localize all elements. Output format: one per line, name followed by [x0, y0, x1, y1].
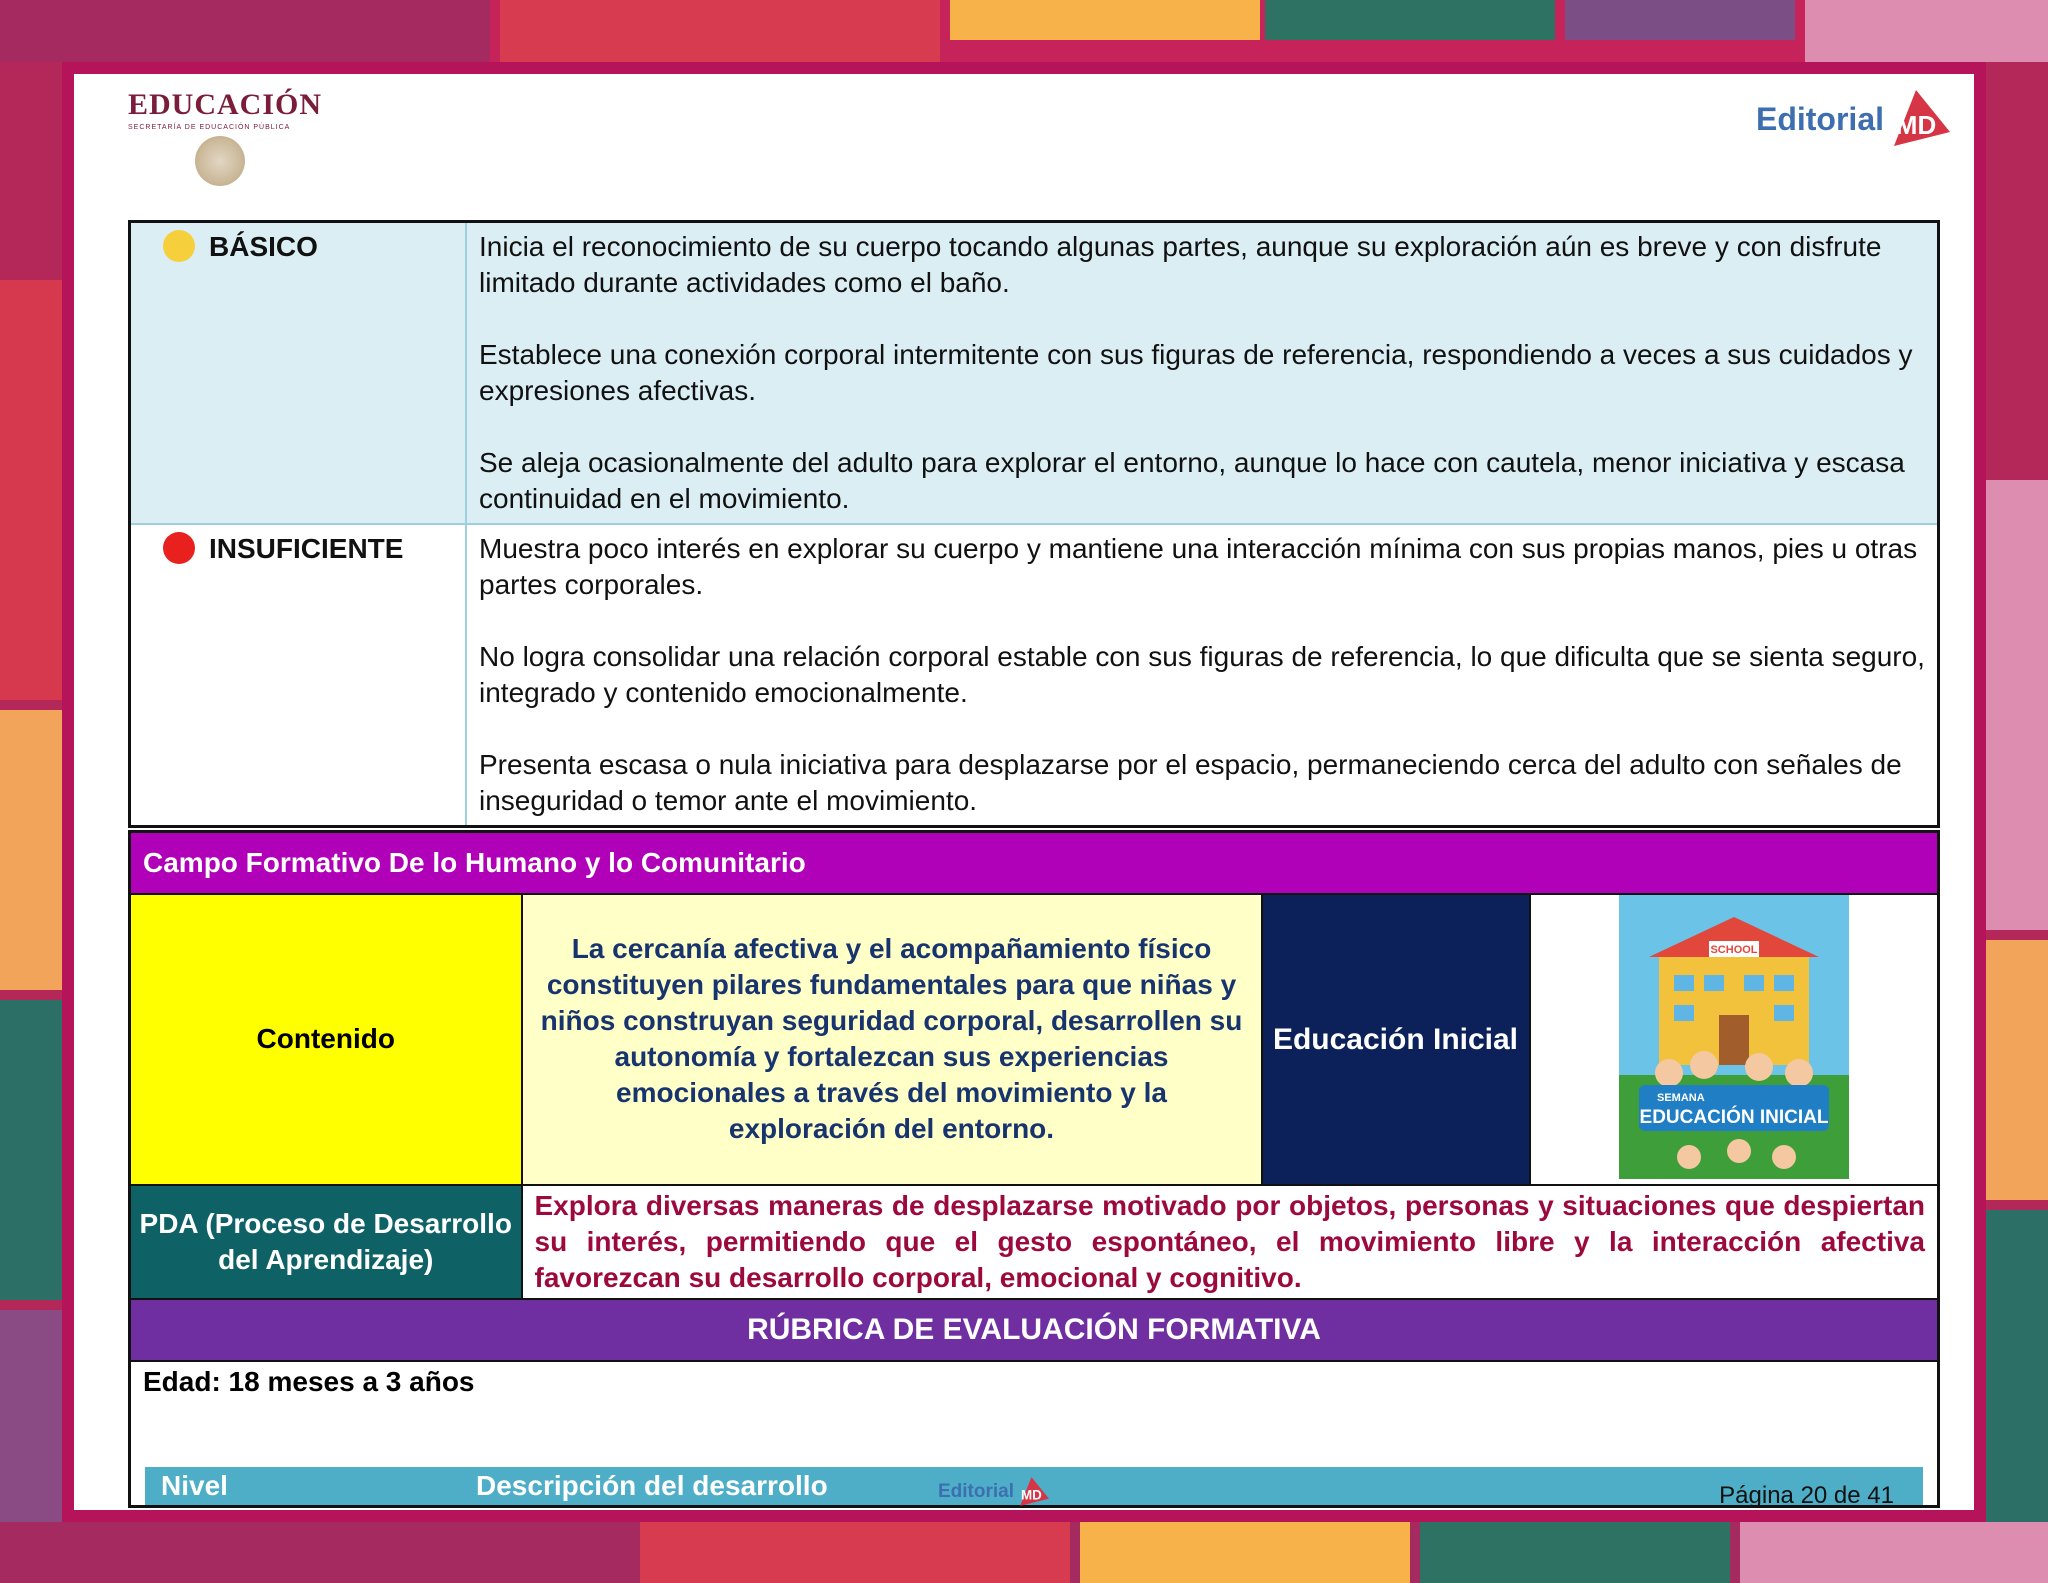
sep-logo — [128, 88, 322, 131]
red-dot-icon — [163, 532, 195, 564]
editorial-logo-word: Editorial — [1755, 100, 1884, 137]
poster-school-sign: SCHOOL — [1710, 943, 1758, 956]
educacion-inicial-label: Educación Inicial — [1262, 894, 1530, 1185]
contenido-label: Contenido — [130, 894, 522, 1185]
pda-text: Explora diversas maneras de desplazarse motivado por objetos, personas y situaciones que despiertan su interés, permitiendo que el gesto espontáneo, el movimiento libre y la interacción afectiva favorezcan su desarrollo corporal, emocional y cognitivo. — [522, 1185, 1939, 1299]
description-paragraph: Se aleja ocasionalmente del adulto para explorar el entorno, aunque lo hace con cautela, menor iniciativa y escasa continuidad en el movimiento. — [479, 447, 1905, 514]
footer-md-logo-text: MD — [1021, 1487, 1042, 1503]
description-paragraph: Presenta escasa o nula iniciativa para desplazarse por el espacio, permaneciendo cerca del adulto con señales de inseguridad o temor ante el movimiento. — [479, 749, 1902, 816]
edad-label: Edad: 18 meses a 3 años — [143, 1365, 475, 1397]
background-block — [0, 1310, 62, 1522]
footer-md-logo-icon — [1016, 1474, 1052, 1510]
background-block — [1420, 1522, 1730, 1583]
background-block — [1805, 0, 2048, 62]
level-cell — [130, 222, 467, 525]
contenido-text: La cercanía afectiva y el acompañamiento físico constituyen pilares fundamentales para que niñas y niños construyan seguridad corporal, desarrollen su autonomía y fortalezcan sus experiencias emocionales a través del movimiento y la exploración del entorno. — [522, 894, 1262, 1185]
background-block — [0, 280, 62, 700]
background-block — [1740, 1522, 2048, 1583]
level-cell — [130, 524, 467, 827]
page-number: Página 20 de 41 — [1719, 1482, 1894, 1509]
poster-ribbon-small: SEMANA — [1656, 1091, 1705, 1104]
poster-ribbon-big: EDUCACIÓN INICIAL — [1639, 1106, 1829, 1128]
column-header-descripcion: Descripción del desarrollo — [476, 1470, 828, 1501]
sep-logo-subtitle: SECRETARÍA DE EDUCACIÓN PÚBLICA — [128, 124, 291, 131]
background-block — [1986, 940, 2048, 1200]
md-logo-icon — [1886, 84, 1956, 154]
column-header-nivel: Nivel — [161, 1470, 228, 1501]
levels-table — [128, 220, 1940, 828]
description-paragraph: Establece una conexión corporal intermitente con sus figuras de referencia, respondiendo a veces a sus cuidados y expresiones afectivas. — [479, 339, 1913, 406]
background-block — [640, 1522, 1070, 1583]
level-row-basico — [130, 222, 1939, 525]
info-table — [128, 830, 1940, 1508]
footer-editorial-logo — [938, 1474, 1052, 1510]
mexico-seal-icon — [195, 136, 245, 186]
background-block — [0, 0, 490, 62]
level-row-insuficiente — [130, 524, 1939, 827]
description-paragraph: Inicia el reconocimiento de su cuerpo tocando algunas partes, aunque su exploración aún es breve y con disfrute limitado durante actividades como el baño. — [479, 231, 1882, 298]
background-block — [950, 0, 1260, 40]
background-block — [1986, 1210, 2048, 1522]
semana-educacion-inicial-poster — [1619, 895, 1849, 1179]
description-paragraph: Muestra poco interés en explorar su cuerpo y mantiene una interacción mínima con sus propias manos, pies u otras partes corporales. — [479, 533, 1918, 600]
description-cell — [466, 524, 1939, 827]
footer-editorial-word: Editorial — [938, 1481, 1015, 1502]
background-block — [1265, 0, 1555, 40]
poster-cell — [1530, 894, 1939, 1185]
level-label: INSUFICIENTE — [209, 533, 404, 564]
campo-formativo-header: Campo Formativo De lo Humano y lo Comunitario — [130, 832, 1939, 894]
rubrica-title: RÚBRICA DE EVALUACIÓN FORMATIVA — [130, 1299, 1939, 1361]
editorial-md-logo — [1756, 84, 1956, 154]
background-block — [1986, 480, 2048, 930]
background-block — [0, 1000, 62, 1300]
pda-label: PDA (Proceso de Desarrollo del Aprendizaje) — [130, 1185, 522, 1299]
background-block — [1080, 1522, 1410, 1583]
level-label: BÁSICO — [209, 231, 318, 262]
yellow-dot-icon — [163, 230, 195, 262]
background-block — [1565, 0, 1795, 40]
background-block — [500, 0, 940, 62]
md-logo-text: MD — [1895, 110, 1937, 140]
sep-logo-word: EDUCACIÓN — [128, 88, 323, 121]
description-cell — [466, 222, 1939, 525]
background-block — [0, 710, 62, 990]
description-paragraph: No logra consolidar una relación corporal estable con sus figuras de referencia, lo que dificulta que se sienta seguro, integrado y contenido emocionalmente. — [479, 641, 1925, 708]
